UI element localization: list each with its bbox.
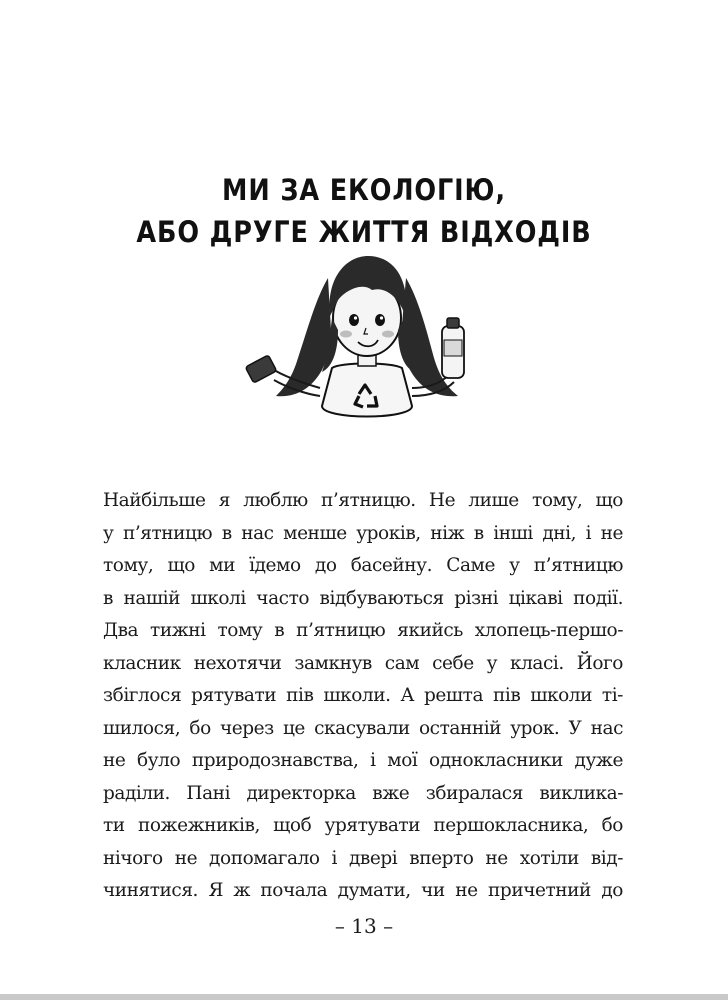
body-text-line: раділи. Пані директорка вже збиралася виклика- xyxy=(103,782,623,804)
chapter-title-line-2: АБО ДРУГЕ ЖИТТЯ ВІДХОДІВ xyxy=(136,215,592,250)
page-bottom-edge xyxy=(0,994,728,1000)
body-text-line: Два тижні тому в п’ятницю якийсь хлопець-першо- xyxy=(103,620,623,641)
body-text-line: збіглося рятувати пів школи. А решта пів школи ті- xyxy=(103,685,623,706)
body-text-line: тому, що ми їдемо до басейну. Саме у п’ятницю xyxy=(103,555,623,576)
body-text-line: Найбільше я люблю п’ятницю. Не лише тому, що xyxy=(103,490,623,511)
body-text-line: класник нехотячи замкнув сам себе у класі. Його xyxy=(103,652,623,674)
body-text-line: нічого не допомагало і двері вперто не хотіли від- xyxy=(103,847,623,869)
chapter-title-line-1: МИ ЗА ЕКОЛОГІЮ, xyxy=(222,173,506,208)
body-text xyxy=(103,485,623,908)
body-text-line: у п’ятницю в нас менше уроків, ніж в інші дні, і не xyxy=(103,522,623,544)
page-number: – 13 – xyxy=(334,914,394,938)
body-text-line: не було природознавства, і мої однокласники дуже xyxy=(103,750,623,771)
body-text-line: в нашій школі часто відбуваються різні цікаві події. xyxy=(103,587,623,609)
body-text-line: чинятися. Я ж почала думати, чи не причетний до xyxy=(103,880,623,901)
body-text-line: ти пожежників, щоб урятувати першокласника, бо xyxy=(103,815,623,836)
girl-with-recycling-shirt-illustration xyxy=(236,238,496,438)
body-text-line: шилося, бо через це скасували останній урок. У нас xyxy=(103,717,623,739)
